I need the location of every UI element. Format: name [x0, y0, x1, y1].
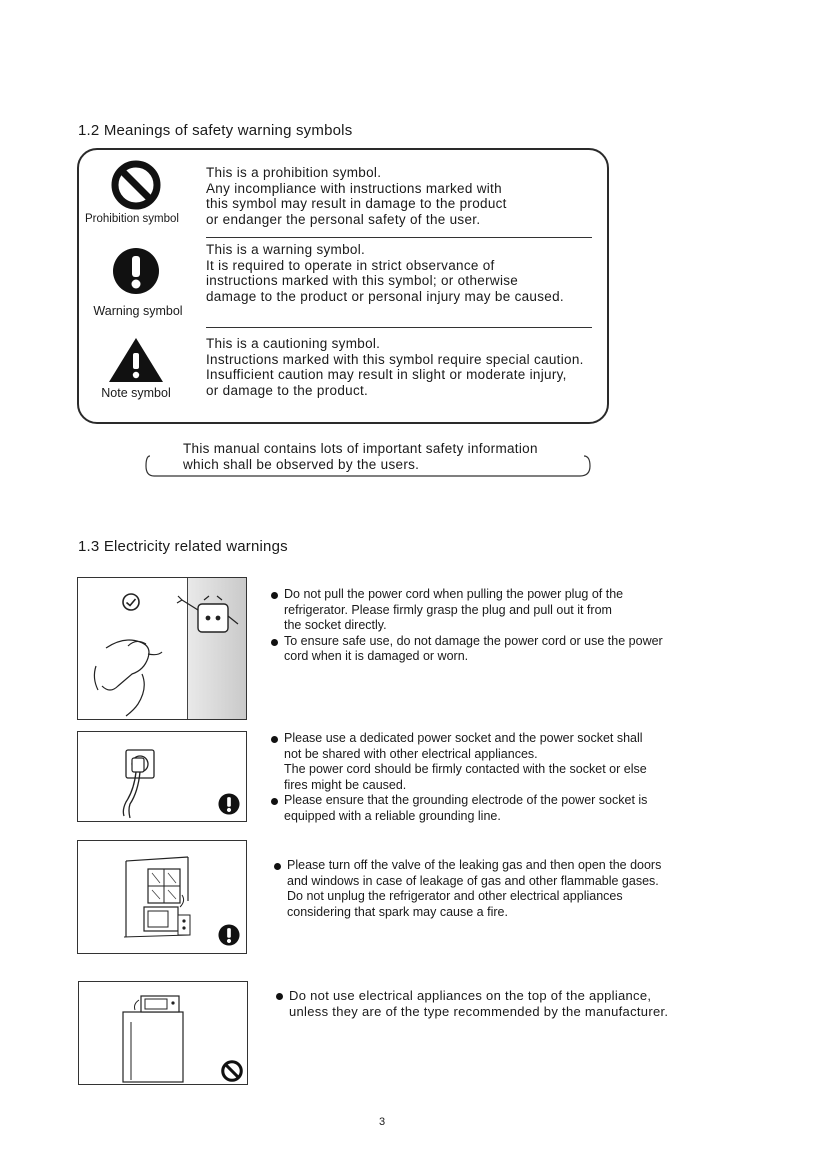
description-line: this symbol may result in damage to the product	[206, 196, 507, 211]
ok-icon	[121, 592, 141, 612]
illustration-frame	[77, 840, 247, 954]
page-number: 3	[379, 1116, 386, 1128]
list-line: refrigerator. Please firmly grasp the plug and pull out it from	[284, 602, 612, 617]
divider	[206, 327, 592, 328]
symbol-description-warning	[206, 242, 606, 304]
description-line: or damage to the product.	[206, 382, 369, 398]
prohibition-icon	[111, 160, 161, 210]
symbol-description-caution	[206, 336, 611, 398]
list-line: equipped with a reliable grounding line.	[284, 808, 501, 823]
warning-icon	[218, 793, 240, 815]
illustration-frame	[78, 981, 248, 1085]
section-1-2-heading: 1.2 Meanings of safety warning symbols	[78, 122, 353, 139]
warning-list-2	[270, 731, 720, 824]
list-line: considering that spark may cause a fire.	[287, 904, 508, 919]
notice-line: which shall be observed by the users.	[183, 457, 420, 472]
symbol-label-prohibition: Prohibition symbol	[85, 213, 179, 225]
list-line: Do not unplug the refrigerator and other electrical appliances	[287, 889, 623, 903]
symbol-description-prohibition	[206, 165, 606, 227]
list-line: The power cord should be firmly contacted with the socket or else	[284, 762, 647, 776]
symbol-label-note: Note symbol	[101, 386, 171, 400]
description-line: Instructions marked with this symbol require special caution.	[206, 351, 584, 367]
list-item	[270, 634, 720, 665]
list-line: the socket directly.	[284, 618, 387, 632]
caution-triangle-icon	[107, 336, 165, 384]
list-line: Please ensure that the grounding electrode of the power socket is	[284, 793, 648, 807]
description-line: It is required to operate in strict observance of	[206, 257, 495, 273]
bullet-dot	[274, 863, 281, 870]
description-line: Insufficient caution may result in slight or moderate injury,	[206, 367, 567, 382]
bullet-dot	[271, 736, 278, 743]
description-line: damage to the product or personal injury may be caused.	[206, 288, 564, 304]
safety-notice	[183, 441, 583, 473]
list-item	[275, 988, 725, 1019]
bullet-dot	[271, 639, 278, 646]
section-1-3-heading: 1.3 Electricity related warnings	[78, 538, 288, 555]
list-line: Please turn off the valve of the leaking gas and then open the doors	[287, 858, 662, 872]
list-item	[273, 858, 723, 920]
bullet-dot	[276, 993, 283, 1000]
illustration-frame	[77, 731, 247, 822]
description-line: Any incompliance with instructions marked with	[206, 180, 502, 196]
warning-list-4	[275, 988, 725, 1019]
warning-list-1	[270, 587, 720, 665]
warning-icon	[112, 247, 160, 295]
list-line: unless they are of the type recommended by the manufacturer.	[289, 1003, 669, 1019]
unplug-by-plug-illustration	[78, 578, 246, 719]
warning-list-3	[273, 858, 723, 920]
divider	[206, 237, 592, 238]
list-item	[270, 731, 720, 793]
description-line: This is a warning symbol.	[206, 242, 366, 257]
list-line: not be shared with other electrical appliances.	[284, 746, 538, 761]
description-line: This is a cautioning symbol.	[206, 336, 381, 351]
description-line: This is a prohibition symbol.	[206, 165, 382, 180]
bullet-dot	[271, 798, 278, 805]
bullet-dot	[271, 592, 278, 599]
list-line: Please use a dedicated power socket and the power socket shall	[284, 731, 643, 745]
list-line: and windows in case of leakage of gas and other flammable gases.	[287, 873, 659, 888]
warning-icon	[218, 924, 240, 946]
prohibition-icon	[221, 1060, 243, 1082]
notice-line: This manual contains lots of important safety information	[183, 441, 538, 456]
list-item	[270, 587, 720, 634]
list-line: cord when it is damaged or worn.	[284, 649, 469, 663]
list-line: To ensure safe use, do not damage the power cord or use the power	[284, 633, 663, 648]
symbol-label-warning: Warning symbol	[93, 304, 183, 318]
description-line: or endanger the personal safety of the user.	[206, 211, 481, 227]
illustration-frame	[77, 577, 247, 720]
description-line: instructions marked with this symbol; or otherwise	[206, 273, 519, 288]
list-item	[270, 793, 720, 824]
list-line: Do not use electrical appliances on the top of the appliance,	[289, 988, 652, 1003]
list-line: Do not pull the power cord when pulling the power plug of the	[284, 587, 624, 601]
list-line: fires might be caused.	[284, 777, 407, 792]
